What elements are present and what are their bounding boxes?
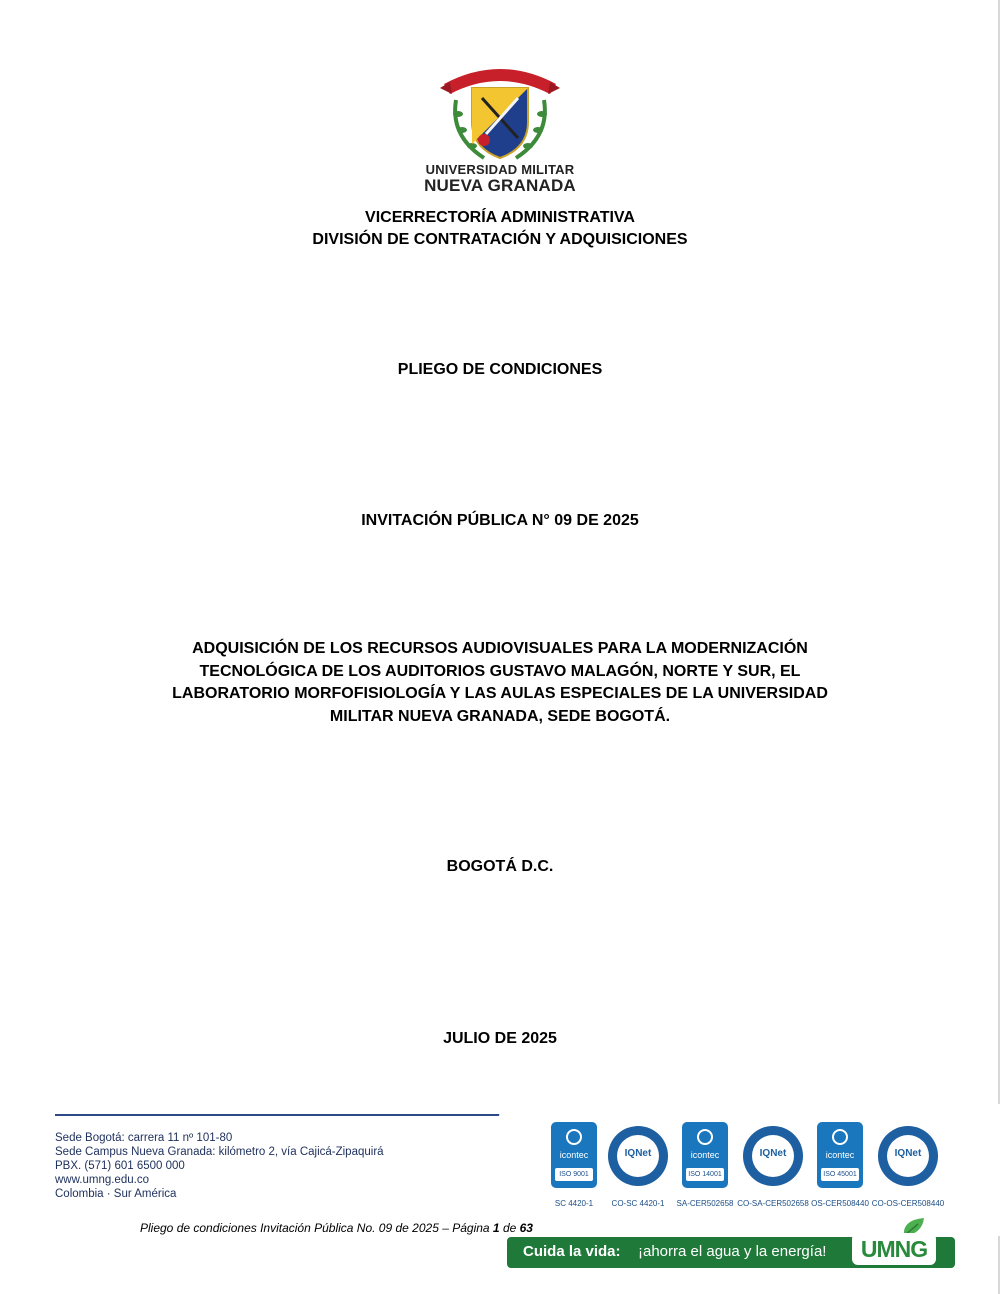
crest-icon <box>438 58 562 168</box>
subject-line: MILITAR NUEVA GRANADA, SEDE BOGOTÁ. <box>329 707 671 725</box>
website-link[interactable]: www.umng.edu.co <box>55 1174 149 1186</box>
cert-code: OS-CER508440 <box>811 1199 869 1208</box>
subject-line: TECNOLÓGICA DE LOS AUDITORIOS GUSTAVO MALAGÓN, NORTE Y SUR, EL <box>199 662 801 680</box>
university-name-line2: NUEVA GRANADA <box>424 176 576 195</box>
icontec-iso9001-badge: icontec ISO 9001 <box>543 1122 605 1188</box>
slogan-bold: Cuida la vida: <box>523 1243 621 1260</box>
address-line: Colombia · Sur América <box>55 1188 177 1200</box>
iqnet-badge: IQNet <box>742 1122 804 1186</box>
address-line: PBX. (571) 601 6500 000 <box>55 1160 185 1172</box>
cert-code: SA-CER502658 <box>676 1199 734 1208</box>
address-line: Sede Campus Nueva Granada: kilómetro 2, vía Cajicá-Zipaquirá <box>55 1146 384 1158</box>
address-line: Sede Bogotá: carrera 11 nº 101-80 <box>55 1132 233 1144</box>
subject-line: ADQUISICIÓN DE LOS RECURSOS AUDIOVISUALES PARA LA MODERNIZACIÓN <box>192 640 808 657</box>
footer-divider <box>55 1114 500 1116</box>
icontec-iso45001-badge: icontec ISO 45001 <box>809 1122 871 1188</box>
iqnet-badge: IQNet <box>877 1122 939 1186</box>
slogan-text: ¡ahorra el agua y la energía! <box>638 1243 827 1260</box>
cert-code: CO-SA-CER502658 <box>737 1199 809 1208</box>
contract-subject <box>150 638 850 728</box>
cert-code: CO-SC 4420-1 <box>611 1199 665 1208</box>
cert-code: CO-OS-CER508440 <box>871 1199 945 1208</box>
footer-address <box>55 1131 384 1201</box>
division-heading: DIVISIÓN DE CONTRATACIÓN Y ADQUISICIONES <box>312 231 688 248</box>
umng-badge: UMNG <box>852 1233 936 1265</box>
city: BOGOTÁ D.C. <box>446 858 554 875</box>
document-type: PLIEGO DE CONDICIONES <box>397 361 603 378</box>
iqnet-badge: IQNet <box>607 1122 669 1186</box>
page-number: Pliego de condiciones Invitación Pública No. 09 de 2025 – Página 1 de 63 <box>140 1221 533 1235</box>
invitation-number: INVITACIÓN PÚBLICA N° 09 DE 2025 <box>361 512 639 529</box>
icontec-icon <box>697 1129 713 1145</box>
university-name-line1: UNIVERSIDAD MILITAR <box>425 162 575 177</box>
cert-code: SC 4420-1 <box>554 1199 594 1208</box>
subject-line: LABORATORIO MORFOFISIOLOGÍA Y LAS AULAS ESPECIALES DE LA UNIVERSIDAD <box>172 685 828 702</box>
vicerrectoria-heading: VICERRECTORÍA ADMINISTRATIVA <box>365 209 635 226</box>
document-date: JULIO DE 2025 <box>443 1030 557 1047</box>
icontec-iso14001-badge: icontec ISO 14001 <box>674 1122 736 1188</box>
icontec-icon <box>566 1129 582 1145</box>
icontec-icon <box>832 1129 848 1145</box>
